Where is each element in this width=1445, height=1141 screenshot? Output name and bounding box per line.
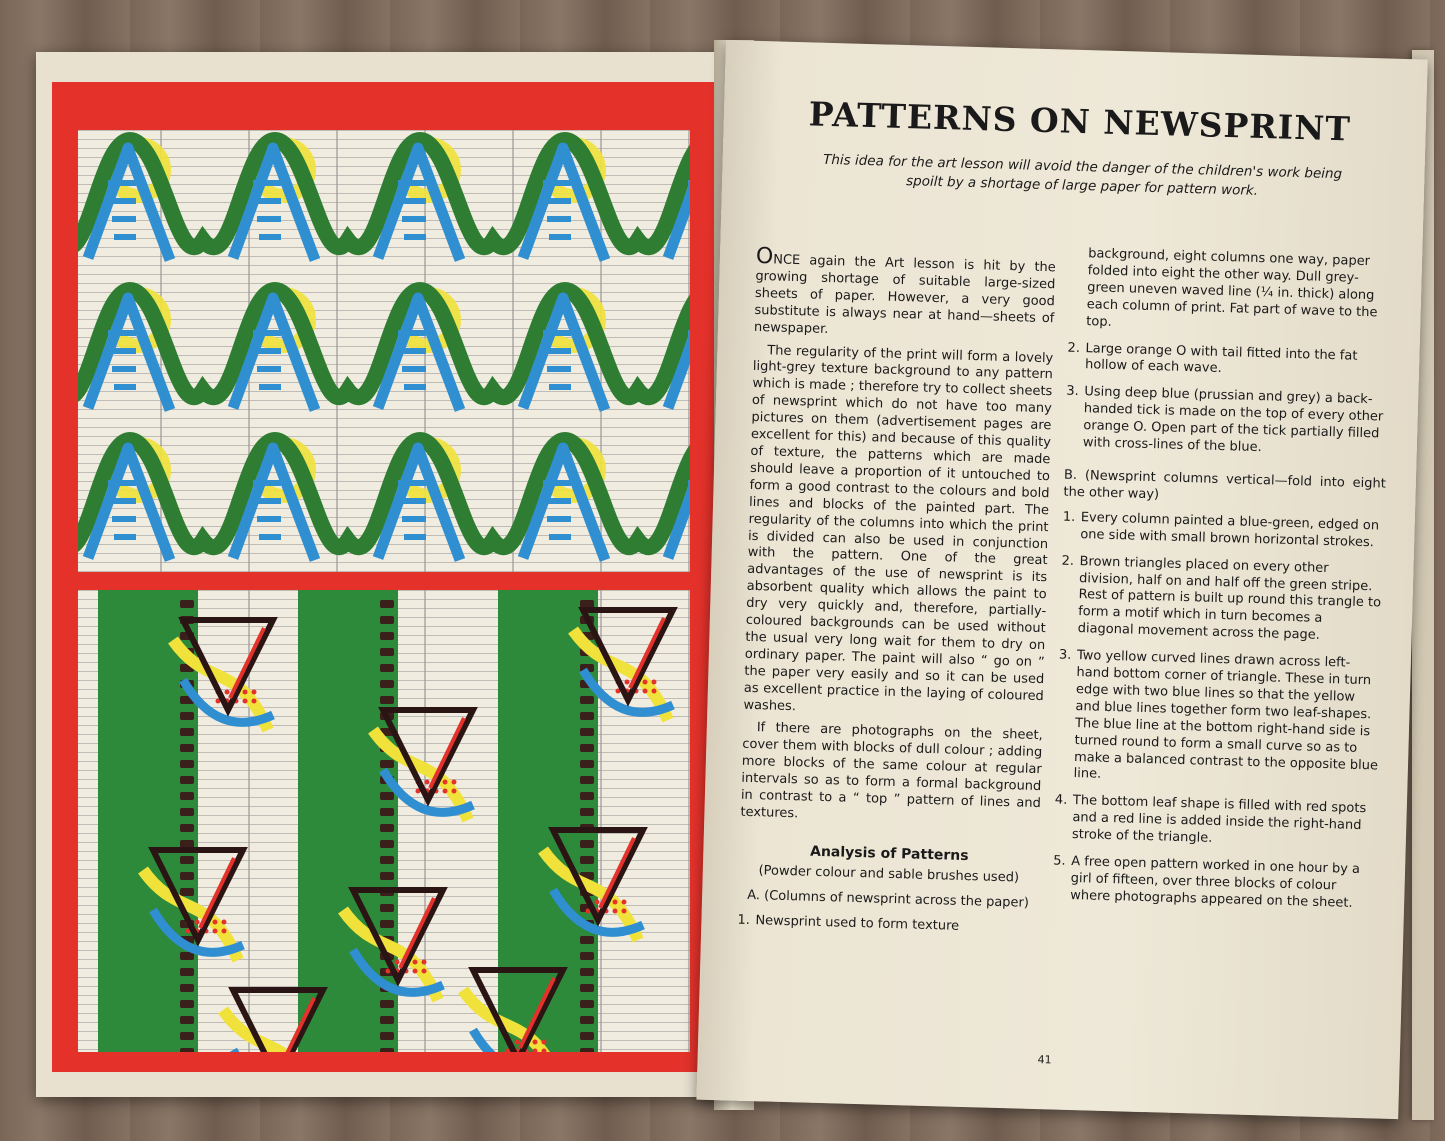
brown-stroke	[580, 696, 594, 704]
brown-stroke	[180, 728, 194, 736]
brown-stroke	[580, 600, 594, 608]
brown-stroke	[180, 840, 194, 848]
brown-stroke	[380, 1000, 394, 1008]
article-intro: This idea for the art lesson will avoid the danger of the children's work being spoilt by a shortage of large paper for pattern work.	[822, 151, 1343, 199]
brown-stroke	[180, 792, 194, 800]
red-spot	[243, 699, 248, 704]
list-item: 3. Two yellow curved lines drawn across left-hand bottom corner of triangle. These in turn edge with two blue lines so that the yellow and blue lines together form two leaf-shapes. The blue line at the bottom right-hand side is turned round to form a small curve so as to make a balanced contrast to the opposite blue line.	[1058, 647, 1379, 783]
list-item: background, eight columns one way, paper folded into eight the other way. Dull grey-green uneven waved line (¼ in. thick) along each column of print. Fat part of wave to the top.	[1086, 246, 1378, 330]
red-spot	[622, 909, 627, 914]
brown-stroke	[380, 664, 394, 672]
brown-stroke	[380, 616, 394, 624]
list-item: 1. Every column painted a blue-green, edged on one side with small brown horizontal strokes.	[1062, 509, 1380, 550]
brown-stroke	[380, 840, 394, 848]
red-spot	[413, 960, 418, 965]
list-item: 4. The bottom leaf shape is filled with red spots and a red line is added inside the right-hand stroke of the triangle.	[1054, 792, 1367, 847]
brown-stroke	[580, 792, 594, 800]
red-spot	[515, 1040, 520, 1045]
list-item: 3. Using deep blue (prussian and grey) a back-handed tick is made on the top of every other orange O. Open part of the tick partially filled with cross-lines of the blue.	[1066, 383, 1384, 456]
brown-stroke	[180, 760, 194, 768]
red-spot	[252, 690, 257, 695]
paragraph-2: The regularity of the print will form a lovely light-grey texture background to any pattern which is made ; therefore try to collect sheets of newsprint which do not have too many pictures on them (advertisement pages are excellent for this) and because of this quality of texture, the patterns which are made should leave a proportion of it untouched to form a good contrast to the colours and bold lines and blocks of the painted part. The regularity of the columns into which the print is divided can also be used in conjunction with the pattern. One of the great advantages of the use of newsprint is its absorbent quality which allows the paint to dry very quickly and, therefore, partially-coloured backgrounds can be used without the usual very long wait for them to dry on ordinary paper. The paint will also “ go on ” the paper very easily and so it can be used as excellent practice in the laying of coloured washes.	[743, 342, 1054, 714]
analysis-heading: Analysis of Patterns	[809, 843, 969, 864]
red-spot	[425, 780, 430, 785]
brown-stroke	[580, 712, 594, 720]
brown-stroke	[580, 1000, 594, 1008]
red-spot	[613, 900, 618, 905]
brown-stroke	[180, 968, 194, 976]
right-column	[1052, 246, 1393, 924]
list-item: 2. Large orange O with tail fitted into the fat hollow of each wave.	[1067, 340, 1358, 377]
brown-stroke	[180, 824, 194, 832]
brown-stroke	[580, 808, 594, 816]
brown-stroke	[580, 1048, 594, 1052]
brown-stroke	[180, 600, 194, 608]
red-spot	[422, 960, 427, 965]
red-spot	[542, 1040, 547, 1045]
green-stripe	[498, 590, 598, 1052]
brown-stroke	[180, 744, 194, 752]
brown-stroke	[580, 776, 594, 784]
drop-cap: O	[755, 243, 774, 270]
brown-stroke	[580, 968, 594, 976]
brown-stroke	[180, 712, 194, 720]
pattern-a-panel	[78, 130, 690, 572]
red-spot	[222, 920, 227, 925]
brown-stroke	[380, 1048, 394, 1052]
red-spot	[452, 780, 457, 785]
brown-stroke	[380, 792, 394, 800]
red-spot	[252, 699, 257, 704]
brown-stroke	[580, 936, 594, 944]
left-page-illustration	[36, 52, 731, 1097]
red-spot	[643, 680, 648, 685]
brown-stroke	[380, 856, 394, 864]
brown-stroke	[580, 984, 594, 992]
brown-stroke	[580, 1016, 594, 1024]
brown-stroke	[380, 824, 394, 832]
brown-stroke	[180, 1000, 194, 1008]
brown-stroke	[580, 1032, 594, 1040]
red-spot	[652, 680, 657, 685]
red-spot	[613, 909, 618, 914]
brown-stroke	[380, 808, 394, 816]
open-magazine	[14, 30, 1434, 1120]
right-page-article	[696, 40, 1427, 1119]
brown-stroke	[180, 808, 194, 816]
brown-stroke	[180, 872, 194, 880]
brown-stroke	[380, 760, 394, 768]
brown-stroke	[380, 1032, 394, 1040]
red-spot	[225, 690, 230, 695]
brown-stroke	[580, 840, 594, 848]
brown-stroke	[180, 1032, 194, 1040]
red-spot	[452, 789, 457, 794]
brown-stroke	[580, 728, 594, 736]
brown-stroke	[380, 696, 394, 704]
pattern-b-panel	[78, 590, 690, 1052]
brown-stroke	[580, 952, 594, 960]
article-title: PATTERNS ON NEWSPRINT	[808, 94, 1352, 149]
red-spot	[395, 960, 400, 965]
red-spot	[422, 969, 427, 974]
brown-stroke	[380, 648, 394, 656]
red-spot	[443, 780, 448, 785]
list-item: 1. Newsprint used to form texture	[737, 912, 960, 934]
paragraph-1: ONCE again the Art lesson is hit by the growing shortage of suitable large-sized sheets of paper. However, a very good substitute is always near at hand—sheets of newspaper.	[753, 243, 1056, 337]
left-column	[737, 243, 1056, 948]
brown-stroke	[380, 600, 394, 608]
brown-stroke	[380, 872, 394, 880]
brown-stroke	[380, 1016, 394, 1024]
brown-stroke	[580, 744, 594, 752]
section-a-label: A. (Columns of newsprint across the paper)	[746, 887, 1030, 911]
red-frame	[52, 82, 716, 1072]
brown-stroke	[380, 904, 394, 912]
pattern-b-artwork	[78, 590, 690, 1052]
brown-stroke	[180, 776, 194, 784]
page-number: 41	[1037, 1053, 1052, 1067]
red-spot	[413, 969, 418, 974]
red-spot	[533, 1040, 538, 1045]
red-spot	[652, 689, 657, 694]
brown-stroke	[180, 1016, 194, 1024]
paragraph-3: If there are photographs on the sheet, cover them with blocks of dull colour ; adding more blocks of the same colour at regular intervals so as to form a formal background in contrast to a “ top ” pattern of lines and textures.	[740, 720, 1043, 822]
red-spot	[625, 680, 630, 685]
brown-stroke	[180, 856, 194, 864]
red-spot	[195, 920, 200, 925]
brown-stroke	[380, 632, 394, 640]
brown-stroke	[580, 760, 594, 768]
brown-stroke	[380, 920, 394, 928]
red-spot	[222, 929, 227, 934]
list-item: 5. A free open pattern worked in one hour by a girl of fifteen, over three blocks of colour where photographs appeared on the sheet.	[1052, 853, 1361, 911]
red-spot	[213, 920, 218, 925]
red-spot	[213, 929, 218, 934]
brown-stroke	[180, 888, 194, 896]
red-spot	[443, 789, 448, 794]
red-spot	[595, 900, 600, 905]
red-spot	[243, 690, 248, 695]
brown-stroke	[380, 680, 394, 688]
list-item: 2. Brown triangles placed on every other division, half on and half off the green stripe. Rest of pattern is built up round this trangle to form a motif which in turn becomes a diagonal movement across the page.	[1061, 553, 1382, 644]
red-spot	[622, 900, 627, 905]
analysis-subheading: (Powder colour and sable brushes used)	[758, 863, 1020, 886]
brown-stroke	[180, 984, 194, 992]
brown-stroke	[180, 1048, 194, 1052]
red-spot	[643, 689, 648, 694]
pattern-a-artwork	[78, 130, 690, 572]
brown-stroke	[580, 856, 594, 864]
section-b-label: B. (Newsprint columns vertical—fold into eight the other way)	[1063, 467, 1387, 503]
